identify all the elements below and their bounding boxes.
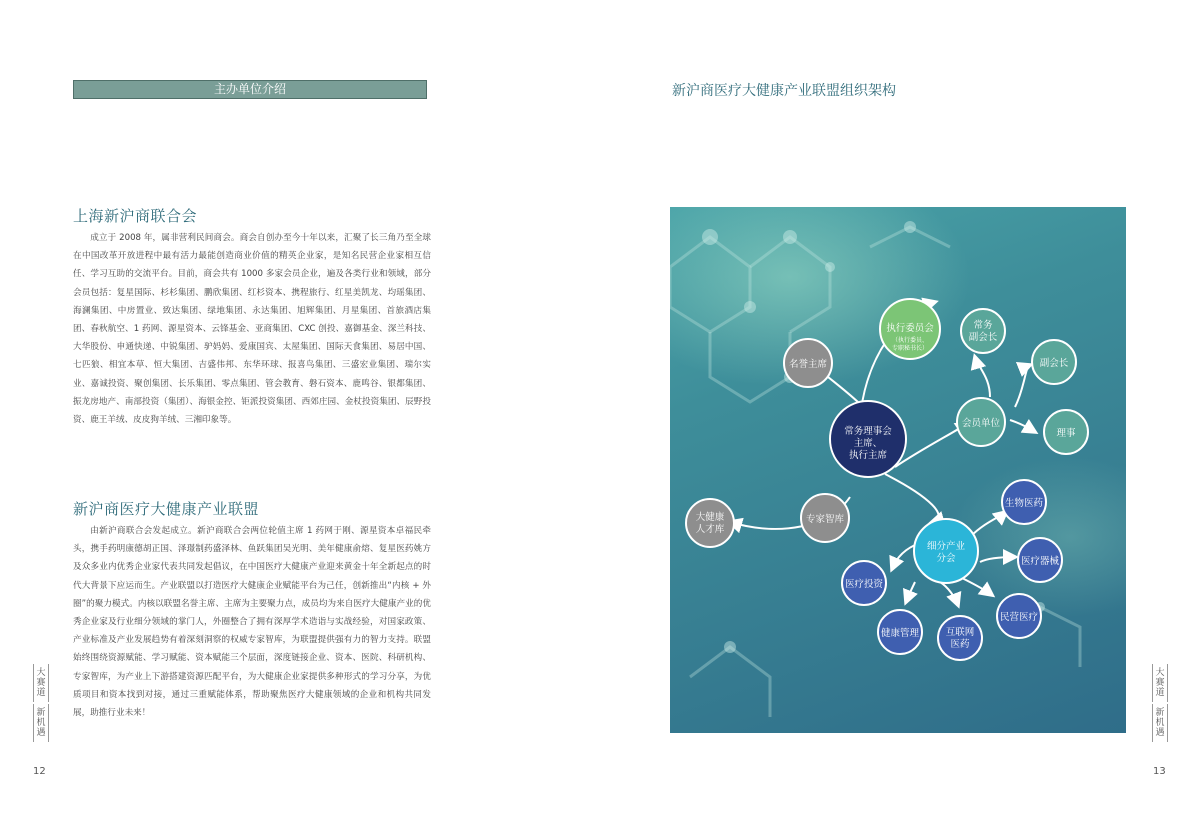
side-tab-right-top: 大赛道 [1152,664,1168,702]
side-tab-right-bottom: 新机遇 [1152,704,1168,742]
node-center-line1: 常务理事会 [844,426,892,437]
svg-text:分会: 分会 [936,553,956,564]
svg-text:理事: 理事 [1056,428,1076,439]
node-internet [938,616,982,660]
node-segment [914,519,978,583]
svg-text:执行委员会: 执行委员会 [886,323,934,334]
node-honorary [784,339,832,387]
node-health [878,610,922,654]
svg-text:互联网: 互联网 [945,627,975,638]
svg-text:副会长: 副会长 [968,332,998,343]
page-number-right: 13 [1153,766,1166,777]
org2-body: 由新沪商联合会发起成立。新沪商联合会两位轮值主席 1 药网于刚、源星资本卓福民牵头，携手药明康德胡正国、泽璟制药盛泽林、鱼跃集团吴光明、美年健康俞熔、复星医药姚方及众多业内优秀企业家代表共同发起倡议，在中国医疗大健康产业迎来黄金十年全新起点的时代大背景下应运而生。产业联盟以打造医疗大健康企业赋能平台为己任，创新推出“内核 + 外圈”的聚力模式。内核以联盟名誉主席、主席为主要聚力点，成员均为来自医疗大健康产业的优秀企业家及行业细分领域的掌门人，外圈整合了拥有深厚学术造诣与实战经验，对国家政策、产业标准及产业发展趋势有着深刻洞察的权威专家智库，为联盟提供强有力的智力支持。联盟始终围绕资源赋能、学习赋能、资本赋能三个层面，深度链接企业、资本、医院、科研机构、专家智库，为产业上下游搭建资源匹配平台，为大健康企业家提供多种形式的学习分享，为优质项目和资本找到对接，通过三重赋能体系，帮助聚焦医疗大健康领域的企业和机构共同发展，助推行业未来！ [73,526,431,719]
svg-text:细分产业: 细分产业 [926,541,966,552]
svg-text:人才库: 人才库 [695,524,725,535]
svg-text:常务: 常务 [973,320,993,331]
svg-text:健康管理: 健康管理 [880,628,920,639]
node-talent [686,499,734,547]
svg-text:大健康: 大健康 [695,512,725,523]
svg-text:民营医疗: 民营医疗 [999,612,1039,623]
org-chart-title: 新沪商医疗大健康产业联盟组织架构 [672,83,896,99]
org-chart-svg [670,207,1126,733]
background-glow [950,457,1126,617]
org1-body: 成立于 2008 年，属非营利民间商会。商会自创办至今十年以来，汇聚了长三角乃至全球在中国改革开放进程中最有活力最能创造商业价值的精英企业家，是知名民营企业家相互信任、学习互助的交流平台。目前，商会共有 1000 多家会员企业，遍及各类行业和领域，部分会员包括：复星国际、杉杉集团、鹏欣集团、红杉资本、携程旅行、红星美凯龙、均瑶集团、海澜集团、中房置业、致达集团、绿地集团、永达集团、旭辉集团、月星集团、首旅酒店集团、春秋航空、1 药网、源星资本、云锋基金、亚商集团、CXC 创投、嘉御基金、深兰科技、大华股份、申通快递、中锐集团、驴妈妈、爱康国宾、太屋集团、国际天食集团、易居中国、七匹狼、相宜本草、恒大集团、吉盛伟邦、东华环球、报喜鸟集团、三盛宏业集团、瑞尔实业、嘉诚投资、聚创集团、长乐集团、零点集团、管会教育、磐石资本、鹿鸣谷、银都集团、振龙房地产、南部投资（集团）、海银金控、钜派投资集团、西郊庄园、金杖投资集团、辰野投资、鹿王羊绒、皮皮狗羊绒、三湘印象等。 [73,233,431,426]
node-invest [842,561,886,605]
svg-text:专职秘书长）: 专职秘书长） [891,345,929,352]
svg-text:医疗投资: 医疗投资 [844,579,884,590]
node-bio [1002,480,1046,524]
section-header-bar: 主办单位介绍 [73,80,427,99]
svg-text:（执行委员、: （执行委员、 [891,337,929,344]
node-exec-committee [880,299,940,359]
side-tab-left-top: 大赛道 [33,664,49,702]
node-device [1018,538,1062,582]
node-expert [801,494,849,542]
node-center [830,401,906,477]
node-member [957,398,1005,446]
node-center-line3: 执行主席 [848,450,888,461]
node-exec-vp [961,309,1005,353]
svg-text:医疗器械: 医疗器械 [1020,556,1060,567]
node-center-line2: 主席、 [853,438,883,449]
node-director [1044,410,1088,454]
svg-text:会员单位: 会员单位 [961,418,1001,429]
org-chart-diagram [670,207,1126,733]
svg-text:医药: 医药 [950,639,970,650]
svg-text:副会长: 副会长 [1039,358,1069,369]
svg-text:专家智库: 专家智库 [805,514,845,525]
svg-text:名誉主席: 名誉主席 [788,359,828,370]
node-vp [1032,340,1076,384]
org1-title: 上海新沪商联合会 [73,207,198,225]
svg-text:生物医药: 生物医药 [1004,498,1044,509]
page-number-left: 12 [33,766,46,777]
node-private [997,594,1041,638]
side-tab-left-bottom: 新机遇 [33,704,49,742]
org2-title: 新沪商医疗大健康产业联盟 [73,500,260,518]
